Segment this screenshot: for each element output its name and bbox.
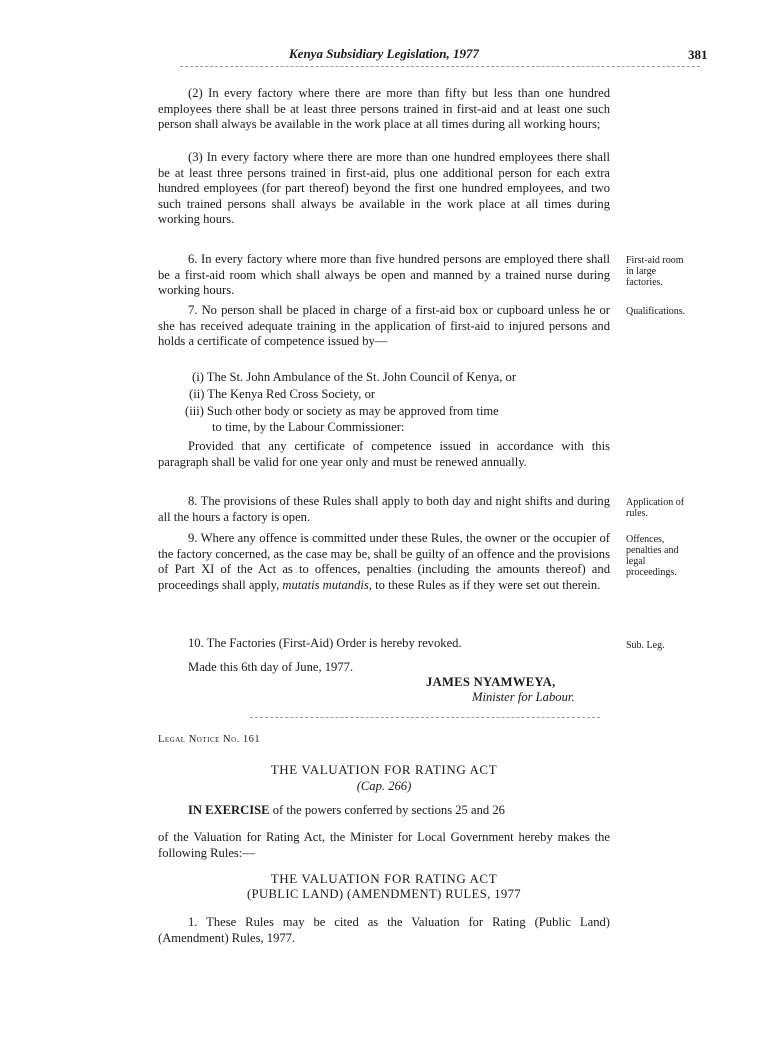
page-number: 381 bbox=[688, 47, 708, 62]
legal-notice-label: Legal Notice No. 161 bbox=[158, 734, 261, 745]
margin-note-sub-leg: Sub. Leg. bbox=[626, 640, 665, 651]
paragraph-9 bbox=[158, 531, 610, 593]
margin-note-first-aid-room: First-aid room in large factories. bbox=[626, 255, 684, 288]
paragraph-3: (3) In every factory where there are more than one hundred employees there shall be at least three persons trained in first-aid, plus one additional person for each extra hundred employees (for part thereof) beyond the first one hundred employees, and two such trained persons shall always be available in the work place at all times during working hours. bbox=[158, 150, 610, 227]
enacting-clause-continued: of the Valuation for Rating Act, the Minister for Local Government hereby makes the following Rules:— bbox=[158, 830, 610, 860]
paragraph-2: (2) In every factory where there are more than fifty but less than one hundred employees there shall be at least three persons trained in first-aid and at least one such person shall always be available in the work place at all times during all working hours; bbox=[158, 86, 610, 132]
act-chapter: (Cap. 266) bbox=[356, 779, 412, 793]
rules-title-line-2: (PUBLIC LAND) (AMENDMENT) RULES, 1977 bbox=[246, 887, 521, 901]
margin-note-offences: Offences, penalties and legal proceedings. bbox=[626, 534, 679, 578]
paragraph-10: 10. The Factories (First-Aid) Order is hereby revoked. bbox=[188, 636, 462, 650]
margin-note-application: Application of rules. bbox=[626, 497, 685, 519]
list-item: (ii) The Kenya Red Cross Society, or bbox=[189, 387, 376, 401]
paragraph-9-text-end: to these Rules as if they were set out therein. bbox=[375, 577, 601, 592]
made-date: Made this 6th day of June, 1977. bbox=[188, 660, 354, 674]
running-title: Kenya Subsidiary Legislation, 1977 bbox=[289, 46, 479, 61]
enacting-clause-lead: IN EXERCISE bbox=[188, 803, 270, 817]
signature-name: JAMES NYAMWEYA, bbox=[426, 675, 556, 689]
latin-phrase: mutatis mutandis, bbox=[282, 577, 372, 592]
margin-note-qualifications: Qualifications. bbox=[626, 306, 686, 317]
enacting-clause-text: of the powers conferred by sections 25 and 26 bbox=[272, 803, 505, 817]
act-title: THE VALUATION FOR RATING ACT bbox=[270, 762, 498, 777]
proviso: Provided that any certificate of competence issued in accordance with this paragraph shall be valid for one year only and must be renewed annually. bbox=[158, 439, 610, 469]
paragraph-8: 8. The provisions of these Rules shall apply to both day and night shifts and during all the hours a factory is open. bbox=[158, 494, 610, 524]
header-rule bbox=[180, 66, 700, 67]
running-header bbox=[0, 0, 768, 80]
signature-title: Minister for Labour. bbox=[472, 690, 575, 704]
rule-1-citation: 1. These Rules may be cited as the Valuation for Rating (Public Land) (Amendment) Rules, 1977. bbox=[158, 915, 610, 945]
paragraph-6: 6. In every factory where more than five hundred persons are employed there shall be a first-aid room which shall always be open and manned by a trained nurse during working hours. bbox=[158, 252, 610, 298]
list-item: (iii) Such other body or society as may be approved from time bbox=[185, 404, 499, 418]
rules-title-line-1: THE VALUATION FOR RATING ACT bbox=[270, 871, 498, 886]
paragraph-9-text: 9. Where any offence is committed under these Rules, the owner or the occupier of the factory concerned, as the case may be, shall be guilty of an offence and the provisions of Part XI of the Act as to offences, penalties (including the amounts thereof) and proceedings shall apply, bbox=[158, 531, 610, 592]
paragraph-7: 7. No person shall be placed in charge of a first-aid box or cupboard unless he or she has received adequate training in the application of first-aid to injured persons and holds a certificate of competence issued by— bbox=[158, 303, 610, 349]
list-item: to time, by the Labour Commissioner: bbox=[212, 420, 405, 434]
list-item: (i) The St. John Ambulance of the St. John Council of Kenya, or bbox=[192, 370, 517, 384]
enacting-clause bbox=[188, 803, 610, 819]
section-divider bbox=[250, 717, 600, 718]
